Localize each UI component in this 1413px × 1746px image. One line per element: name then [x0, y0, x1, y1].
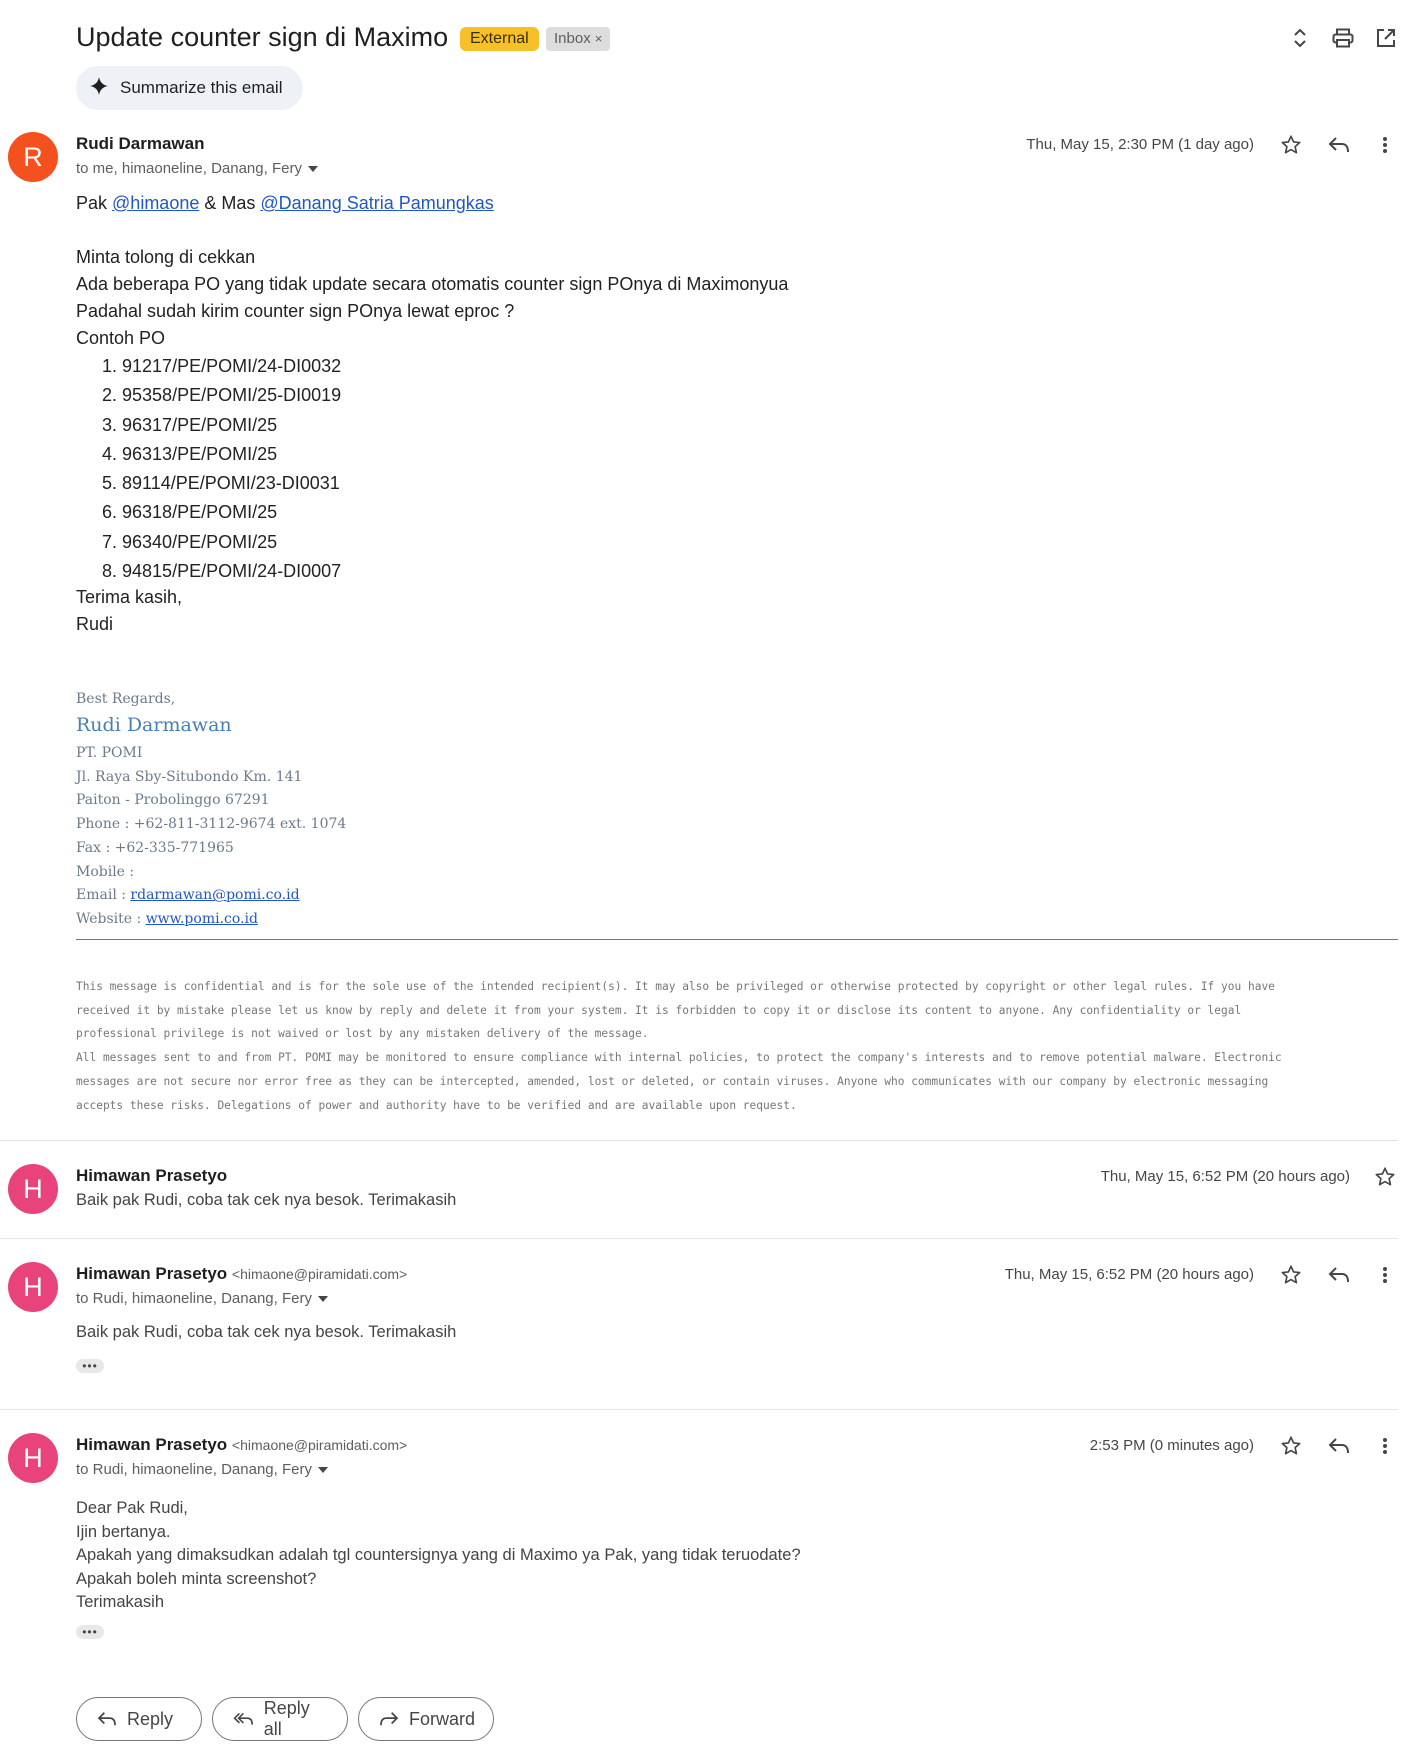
recipients-toggle[interactable] — [76, 160, 318, 177]
recipients-text: to Rudi, himaoneline, Danang, Fery — [76, 1290, 312, 1307]
po-item: 8. 94815/PE/POMI/24-DI0007 — [102, 561, 342, 582]
message-date: 2:53 PM (0 minutes ago) — [1089, 1437, 1254, 1454]
po-item: 7. 96340/PE/POMI/25 — [102, 531, 278, 552]
external-label: External — [460, 27, 539, 51]
signature-fax: Fax : +62-335-771965 — [76, 839, 234, 856]
summarize-label: Summarize this email — [120, 78, 283, 97]
message-date: Thu, May 15, 6:52 PM (20 hours ago) — [1004, 1266, 1254, 1283]
recipients-text: to me, himaoneline, Danang, Fery — [76, 160, 302, 177]
reply-all-label: Reply all — [263, 1698, 310, 1739]
more-options-icon[interactable] — [1370, 1431, 1400, 1461]
message-date: Thu, May 15, 2:30 PM (1 day ago) — [1026, 136, 1254, 153]
avatar[interactable] — [8, 1164, 58, 1214]
message-body — [76, 1497, 801, 1615]
disclaimer — [76, 975, 1406, 1117]
signature-company: PT. POMI — [76, 745, 143, 761]
message-divider — [0, 1238, 1398, 1239]
inbox-label-text: Inbox — [554, 30, 591, 47]
star-icon[interactable] — [1276, 1431, 1306, 1461]
recipients-toggle[interactable] — [76, 1290, 328, 1307]
sender-name[interactable]: Himawan Prasetyo — [76, 1166, 228, 1185]
recipients-text: to Rudi, himaoneline, Danang, Fery — [76, 1461, 312, 1478]
sender-line[interactable] — [76, 1435, 407, 1455]
open-in-new-window-icon[interactable] — [1372, 24, 1400, 52]
signature-email-line — [76, 884, 346, 908]
disclaimer-line: All messages sent to and from PT. POMI may be monitored to ensure compliance with internal policies, to protect the company's interests and to remove potential malware. Electronic — [76, 1051, 1282, 1065]
avatar-letter: H — [23, 1271, 43, 1302]
po-item: 3. 96317/PE/POMI/25 — [102, 414, 278, 435]
po-item: 1. 91217/PE/POMI/24-DI0032 — [102, 356, 342, 376]
disclaimer-line: This message is confidential and is for the sole use of the intended recipient(s). It may also be privileged or otherwise protected by copyright or other legal rules. If you have — [76, 980, 1275, 993]
body-line: Padahal sudah kirim counter sign POnya lewat eproc ? — [76, 301, 515, 321]
po-item: 4. 96313/PE/POMI/25 — [102, 443, 278, 464]
more-options-icon[interactable] — [1370, 130, 1400, 160]
message-body: Baik pak Rudi, coba tak cek nya besok. Terimakasih — [76, 1323, 457, 1341]
po-list — [102, 352, 341, 586]
sender-address: <himaone@piramidati.com> — [231, 1266, 408, 1282]
signature-website-link[interactable]: www.pomi.co.id — [145, 910, 258, 927]
print-icon[interactable] — [1329, 24, 1357, 52]
avatar-letter: H — [23, 1173, 43, 1204]
collapsed-message[interactable] — [0, 1141, 1398, 1237]
message-divider — [0, 1409, 1398, 1410]
greeting-mid: & Mas — [199, 193, 261, 213]
star-icon[interactable] — [1276, 1260, 1306, 1290]
signature-address: Jl. Raya Sby-Situbondo Km. 141 — [76, 768, 303, 785]
body-line: Terimakasih — [76, 1593, 165, 1611]
message-body — [76, 190, 1176, 352]
sender-address: <himaone@piramidati.com> — [231, 1437, 408, 1453]
disclaimer-line: messages are not secure nor error free as they can be intercepted, amended, lost or deleted, or contain viruses. Anyone who communicates with our company by electronic messaging — [76, 1074, 1269, 1088]
body-line: Ijin bertanya. — [76, 1522, 171, 1541]
signature-phone: Phone : +62-811-3112-9674 ext. 1074 — [76, 816, 347, 833]
email-label: Email : — [76, 887, 131, 904]
expand-all-icon[interactable] — [1286, 24, 1314, 52]
reply-button[interactable] — [76, 1697, 202, 1741]
body-line: Contoh PO — [76, 328, 166, 348]
avatar[interactable] — [8, 1433, 58, 1483]
show-trimmed-content-button[interactable]: ••• — [76, 1359, 104, 1373]
more-options-icon[interactable] — [1370, 1260, 1400, 1290]
sender-name[interactable]: Rudi Darmawan — [76, 134, 205, 153]
caret-down-icon — [308, 166, 318, 172]
sender-name: Himawan Prasetyo — [76, 1264, 228, 1283]
body-line: Apakah boleh minta screenshot? — [76, 1569, 317, 1588]
body-line: Apakah yang dimaksudkan adalah tgl countersignya yang di Maximo ya Pak, yang tidak teruodate? — [76, 1546, 801, 1564]
message-snippet: Baik pak Rudi, coba tak cek nya besok. Terimakasih — [76, 1191, 457, 1209]
signature-email-link[interactable]: rdarmawan@pomi.co.id — [130, 887, 300, 904]
show-trimmed-content-button[interactable]: ••• — [76, 1625, 104, 1639]
signature-regards: Best Regards, — [76, 691, 176, 707]
email-subject: Update counter sign di Maximo — [76, 22, 449, 52]
disclaimer-line: received it by mistake please let us know by reply and delete it from your system. It is forbidden to copy it or disclose its content to anyone. Any confidentiality or legal — [76, 1003, 1242, 1017]
signature-website-line — [76, 908, 346, 932]
disclaimer-line: professional privilege is not waived or lost by any mistaken delivery of the message. — [76, 1027, 649, 1041]
body-line: Minta tolong di cekkan — [76, 247, 256, 267]
sender-line[interactable] — [76, 1264, 407, 1284]
closing-line: Rudi — [76, 614, 114, 634]
signature-divider — [76, 939, 1398, 940]
avatar[interactable] — [8, 132, 58, 182]
sparkle-icon — [90, 77, 108, 100]
forward-label: Forward — [408, 1708, 475, 1729]
avatar-letter: H — [23, 1442, 43, 1473]
inbox-label[interactable] — [546, 27, 610, 51]
closing — [76, 584, 182, 638]
reply-label: Reply — [127, 1708, 174, 1729]
signature-address: Paiton - Probolinggo 67291 — [76, 792, 270, 809]
mention-danang[interactable]: @Danang Satria Pamungkas — [260, 193, 494, 213]
signature-mobile: Mobile : — [76, 863, 135, 880]
body-line: Ada beberapa PO yang tidak update secara otomatis counter sign POnya di Maximonyua — [76, 274, 789, 294]
signature-details — [76, 742, 346, 932]
mention-himaone[interactable]: @himaone — [112, 193, 200, 213]
message-date: Thu, May 15, 6:52 PM (20 hours ago) — [1100, 1168, 1350, 1185]
forward-icon — [379, 1711, 399, 1727]
star-icon[interactable] — [1276, 130, 1306, 160]
reply-all-icon — [233, 1711, 254, 1727]
caret-down-icon — [318, 1296, 328, 1302]
signature-name: Rudi Darmawan — [76, 714, 232, 736]
closing-line: Terima kasih, — [76, 587, 183, 607]
avatar-letter: R — [23, 141, 43, 172]
recipients-toggle[interactable] — [76, 1461, 328, 1478]
caret-down-icon — [318, 1467, 328, 1473]
po-item: 6. 96318/PE/POMI/25 — [102, 502, 278, 523]
reply-icon[interactable] — [1324, 1260, 1354, 1290]
greeting-line — [76, 190, 1176, 217]
reply-icon — [97, 1711, 117, 1727]
po-item: 2. 95358/PE/POMI/25-DI0019 — [102, 385, 342, 406]
reply-icon[interactable] — [1324, 130, 1354, 160]
reply-all-button[interactable] — [212, 1697, 348, 1741]
disclaimer-line: accepts these risks. Delegations of power and authority have to be verified and are available upon request. — [76, 1098, 797, 1112]
remove-label-icon[interactable]: × — [594, 31, 603, 46]
po-item: 5. 89114/PE/POMI/23-DI0031 — [102, 473, 340, 494]
website-label: Website : — [76, 910, 146, 927]
forward-button[interactable] — [358, 1697, 494, 1741]
avatar[interactable] — [8, 1262, 58, 1312]
greeting-prefix: Pak — [76, 193, 113, 213]
summarize-email-button[interactable] — [76, 66, 303, 110]
body-line: Dear Pak Rudi, — [76, 1499, 188, 1517]
star-icon[interactable] — [1370, 1162, 1400, 1192]
reply-icon[interactable] — [1324, 1431, 1354, 1461]
sender-name: Himawan Prasetyo — [76, 1435, 228, 1454]
